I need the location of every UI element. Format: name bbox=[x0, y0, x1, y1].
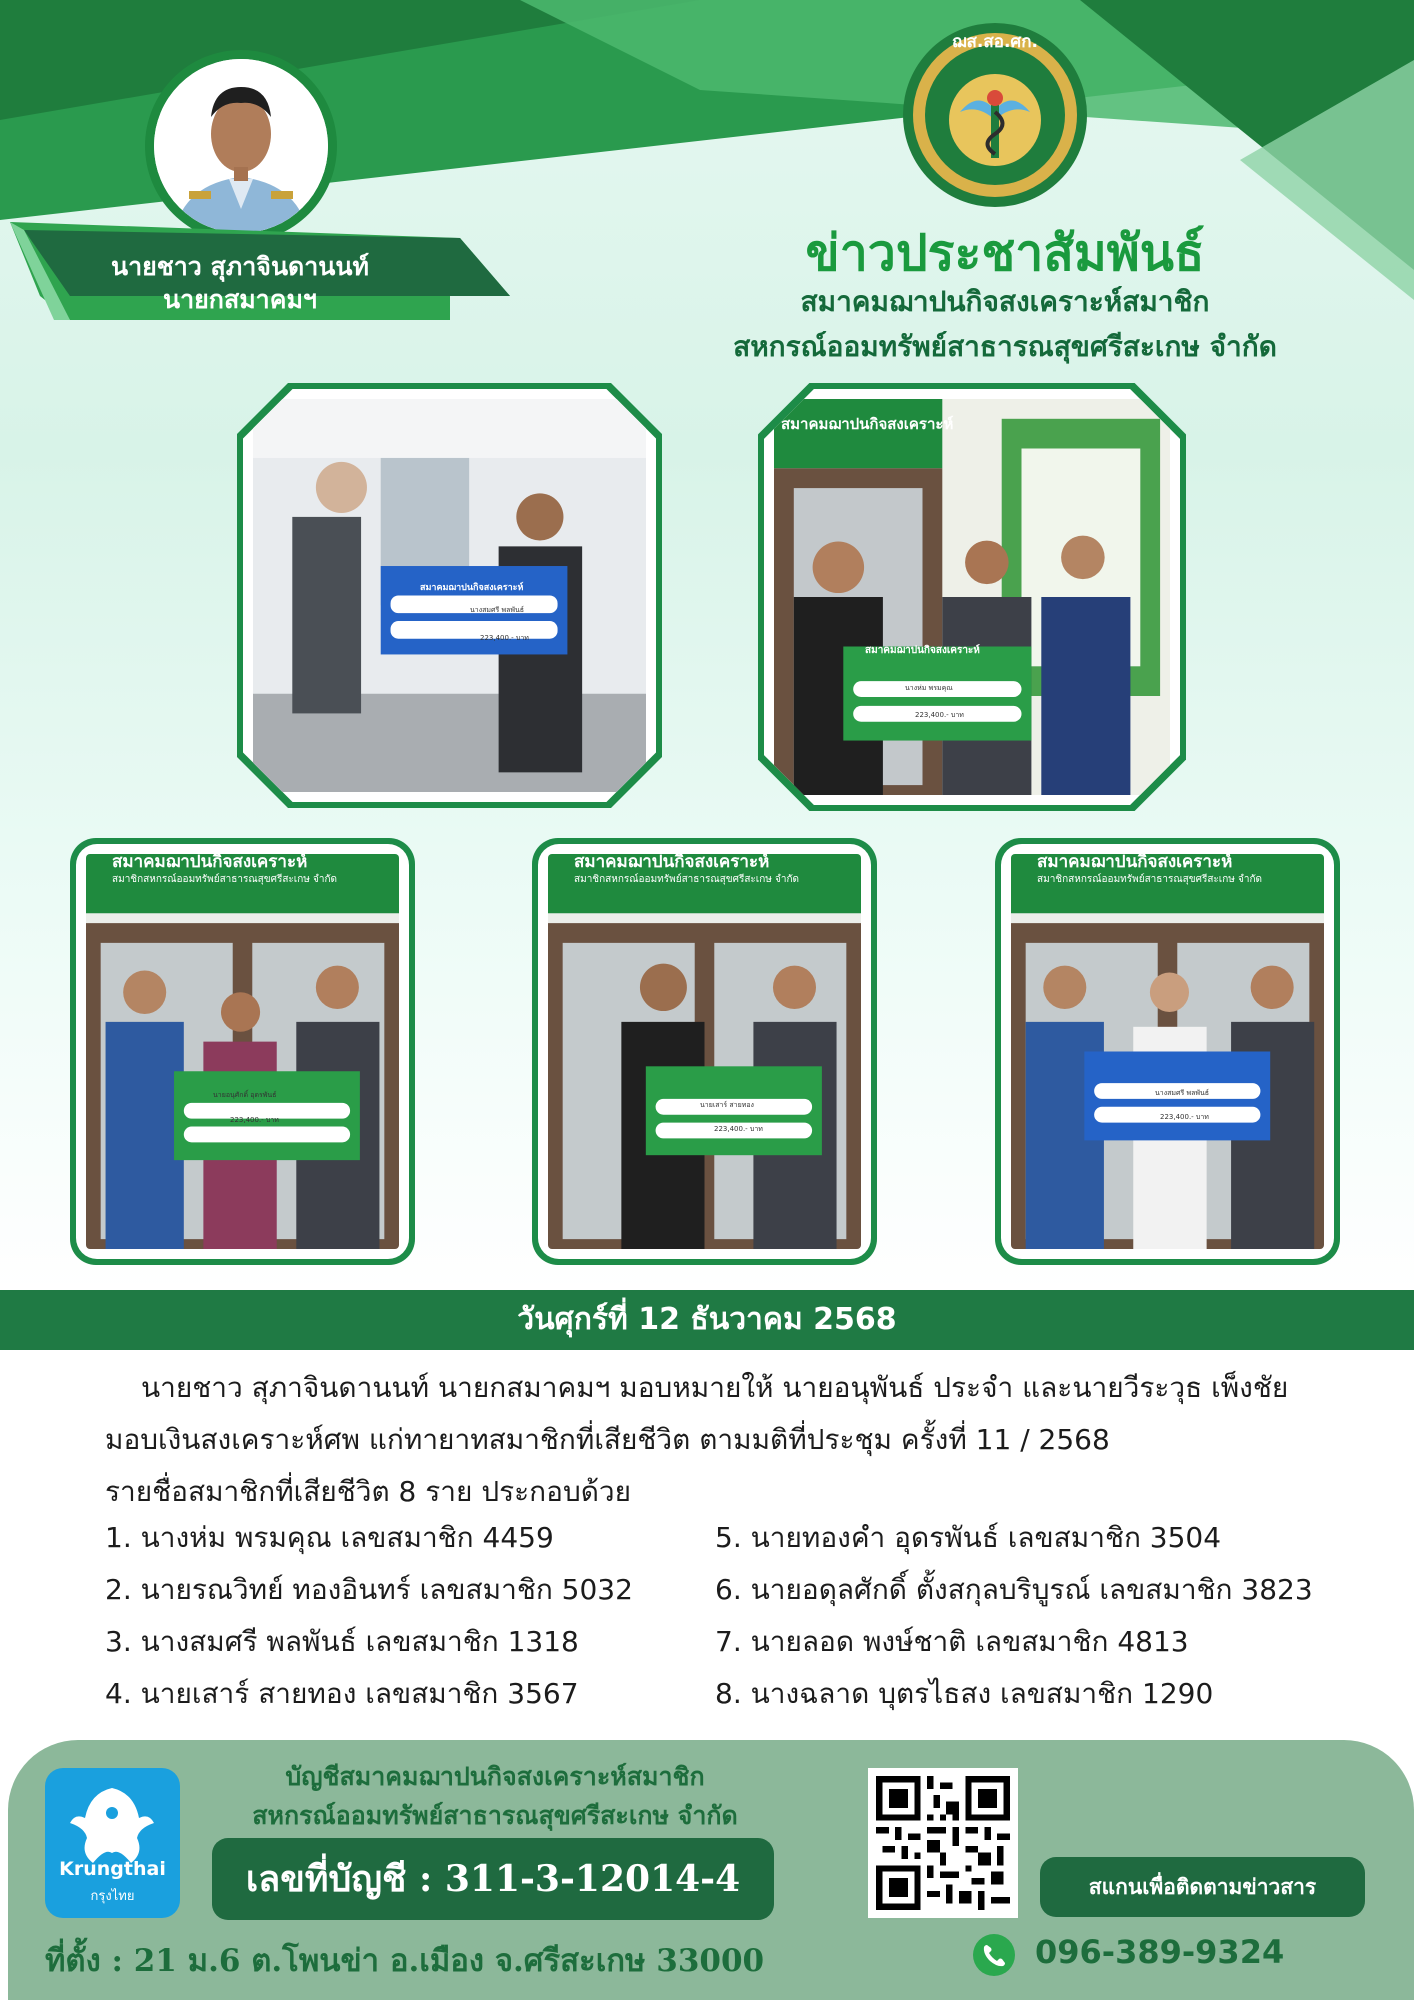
president-title: นายกสมาคมฯ bbox=[163, 285, 317, 314]
qr-code[interactable] bbox=[868, 1768, 1018, 1918]
photo-1-check-payee: นางสมศรี พลพันธ์ bbox=[470, 606, 525, 614]
president-portrait-image bbox=[154, 59, 328, 233]
member-list-left bbox=[105, 1512, 633, 1720]
photo-2-board-title: สมาคมฌาปนกิจสงเคราะห์ bbox=[781, 415, 954, 433]
photo-3-image bbox=[86, 854, 399, 1249]
address: ที่ตั้ง : 21 ม.6 ต.โพนข่า อ.เมือง จ.ศรีสะเกษ 33000 bbox=[45, 1943, 765, 1979]
news-body-line1: นายชาว สุภาจินดานนท์ นายกสมาคมฯ มอบหมายให้ นายอนุพันธ์ ประจำ และนายวีระวุธ เพ็งชัย bbox=[141, 1371, 1289, 1404]
bank-name-thai: กรุงไทย bbox=[90, 1889, 135, 1904]
account-number: เลขที่บัญชี : 311-3-12014-4 bbox=[212, 1838, 774, 1920]
member-item: 1. นางห่ม พรมคุณ เลขสมาชิก 4459 bbox=[105, 1521, 554, 1554]
photo-4-check-payee: นายเสาร์ สายทอง bbox=[700, 1101, 754, 1109]
phone-icon bbox=[973, 1934, 1015, 1976]
photo-1 bbox=[237, 383, 662, 808]
qr-code-icon bbox=[876, 1776, 1010, 1910]
photo-5-image bbox=[1011, 854, 1324, 1249]
photo-1-check-amount: 223,400.- บาท bbox=[480, 634, 529, 642]
member-item: 3. นางสมศรี พลพันธ์ เลขสมาชิก 1318 bbox=[105, 1625, 579, 1658]
photo-4-board-title: สมาคมฌาปนกิจสงเคราะห์ bbox=[574, 852, 770, 872]
photo-2-check-amount: 223,400.- บาท bbox=[915, 711, 964, 719]
member-item: 5. นายทองคำ อุดรพันธ์ เลขสมาชิก 3504 bbox=[715, 1521, 1222, 1554]
photo-2-image bbox=[774, 399, 1170, 795]
photo-5 bbox=[995, 838, 1340, 1265]
photo-3-check-amount: 223,400.- บาท bbox=[230, 1116, 279, 1124]
photo-5-check-amount: 223,400.- บาท bbox=[1160, 1113, 1209, 1121]
news-body bbox=[105, 1362, 1375, 1518]
photo-4-image bbox=[548, 854, 861, 1249]
account-title-line1: บัญชีสมาคมฌาปนกิจสงเคราะห์สมาชิก bbox=[285, 1762, 705, 1791]
photo-4-check-amount: 223,400.- บาท bbox=[714, 1125, 763, 1133]
photo-2-check-payee: นางห่ม พรมคุณ bbox=[905, 684, 953, 692]
news-body-line3: รายชื่อสมาชิกที่เสียชีวิต 8 ราย ประกอบด้วย bbox=[105, 1475, 632, 1508]
president-name: นายชาว สุภาจินดานนท์ bbox=[111, 252, 369, 281]
member-item: 7. นายลอด พงษ์ชาติ เลขสมาชิก 4813 bbox=[715, 1625, 1189, 1658]
member-item: 6. นายอดุลศักดิ์ ตั้งสกุลบริบูรณ์ เลขสมาชิก 3823 bbox=[715, 1573, 1313, 1606]
date-bar: วันศุกร์ที่ 12 ธันวาคม 2568 bbox=[0, 1290, 1414, 1350]
account-title-line2: สหกรณ์ออมทรัพย์สาธารณสุขศรีสะเกษ จำกัด bbox=[252, 1801, 738, 1830]
org-name-line2: สหกรณ์ออมทรัพย์สาธารณสุขศรีสะเกษ จำกัด bbox=[733, 330, 1277, 363]
member-item: 2. นายรณวิทย์ ทองอินทร์ เลขสมาชิก 5032 bbox=[105, 1573, 633, 1606]
photo-2-check-title: สมาคมฌาปนกิจสงเคราะห์ bbox=[865, 645, 980, 656]
photo-5-check-payee: นางสมศรี พลพันธ์ bbox=[1155, 1089, 1210, 1097]
photo-3 bbox=[70, 838, 415, 1265]
photo-5-board-title: สมาคมฌาปนกิจสงเคราะห์ bbox=[1037, 852, 1233, 872]
photo-3-board-title: สมาคมฌาปนกิจสงเคราะห์ bbox=[112, 852, 308, 872]
president-portrait bbox=[145, 50, 337, 242]
photo-3-check-payee: นายอนุศักดิ์ อุดรพันธ์ bbox=[213, 1091, 277, 1099]
photo-1-check-title: สมาคมฌาปนกิจสงเคราะห์ bbox=[420, 583, 524, 593]
scan-to-follow-button[interactable]: สแกนเพื่อติดตามข่าวสาร bbox=[1040, 1857, 1365, 1917]
phone-number[interactable]: 096-389-9324 bbox=[1035, 1933, 1285, 1971]
logo-text: ฌส.สอ.ศก. bbox=[952, 32, 1038, 52]
photo-4-board-sub: สมาชิกสหกรณ์ออมทรัพย์สาธารณสุขศรีสะเกษ จำกัด bbox=[574, 874, 800, 885]
photo-5-board-sub: สมาชิกสหกรณ์ออมทรัพย์สาธารณสุขศรีสะเกษ จำกัด bbox=[1037, 874, 1263, 885]
bank-name: Krungthai bbox=[59, 1858, 166, 1880]
member-list-right bbox=[715, 1512, 1313, 1720]
member-item: 8. นางฉลาด บุตรไธสง เลขสมาชิก 1290 bbox=[715, 1677, 1214, 1710]
org-name-line1: สมาคมฌาปนกิจสงเคราะห์สมาชิก bbox=[800, 285, 1210, 318]
member-item: 4. นายเสาร์ สายทอง เลขสมาชิก 3567 bbox=[105, 1677, 579, 1710]
headline: ข่าวประชาสัมพันธ์ bbox=[805, 224, 1205, 282]
news-body-line2: มอบเงินสงเคราะห์ศพ แก่ทายาทสมาชิกที่เสียชีวิต ตามมติที่ประชุม ครั้งที่ 11 / 2568 bbox=[105, 1423, 1110, 1456]
photo-3-board-sub: สมาชิกสหกรณ์ออมทรัพย์สาธารณสุขศรีสะเกษ จำกัด bbox=[112, 874, 338, 885]
president-caption bbox=[60, 250, 420, 316]
photo-1-image bbox=[253, 399, 646, 792]
photo-4 bbox=[532, 838, 877, 1265]
photo-2 bbox=[758, 383, 1186, 811]
